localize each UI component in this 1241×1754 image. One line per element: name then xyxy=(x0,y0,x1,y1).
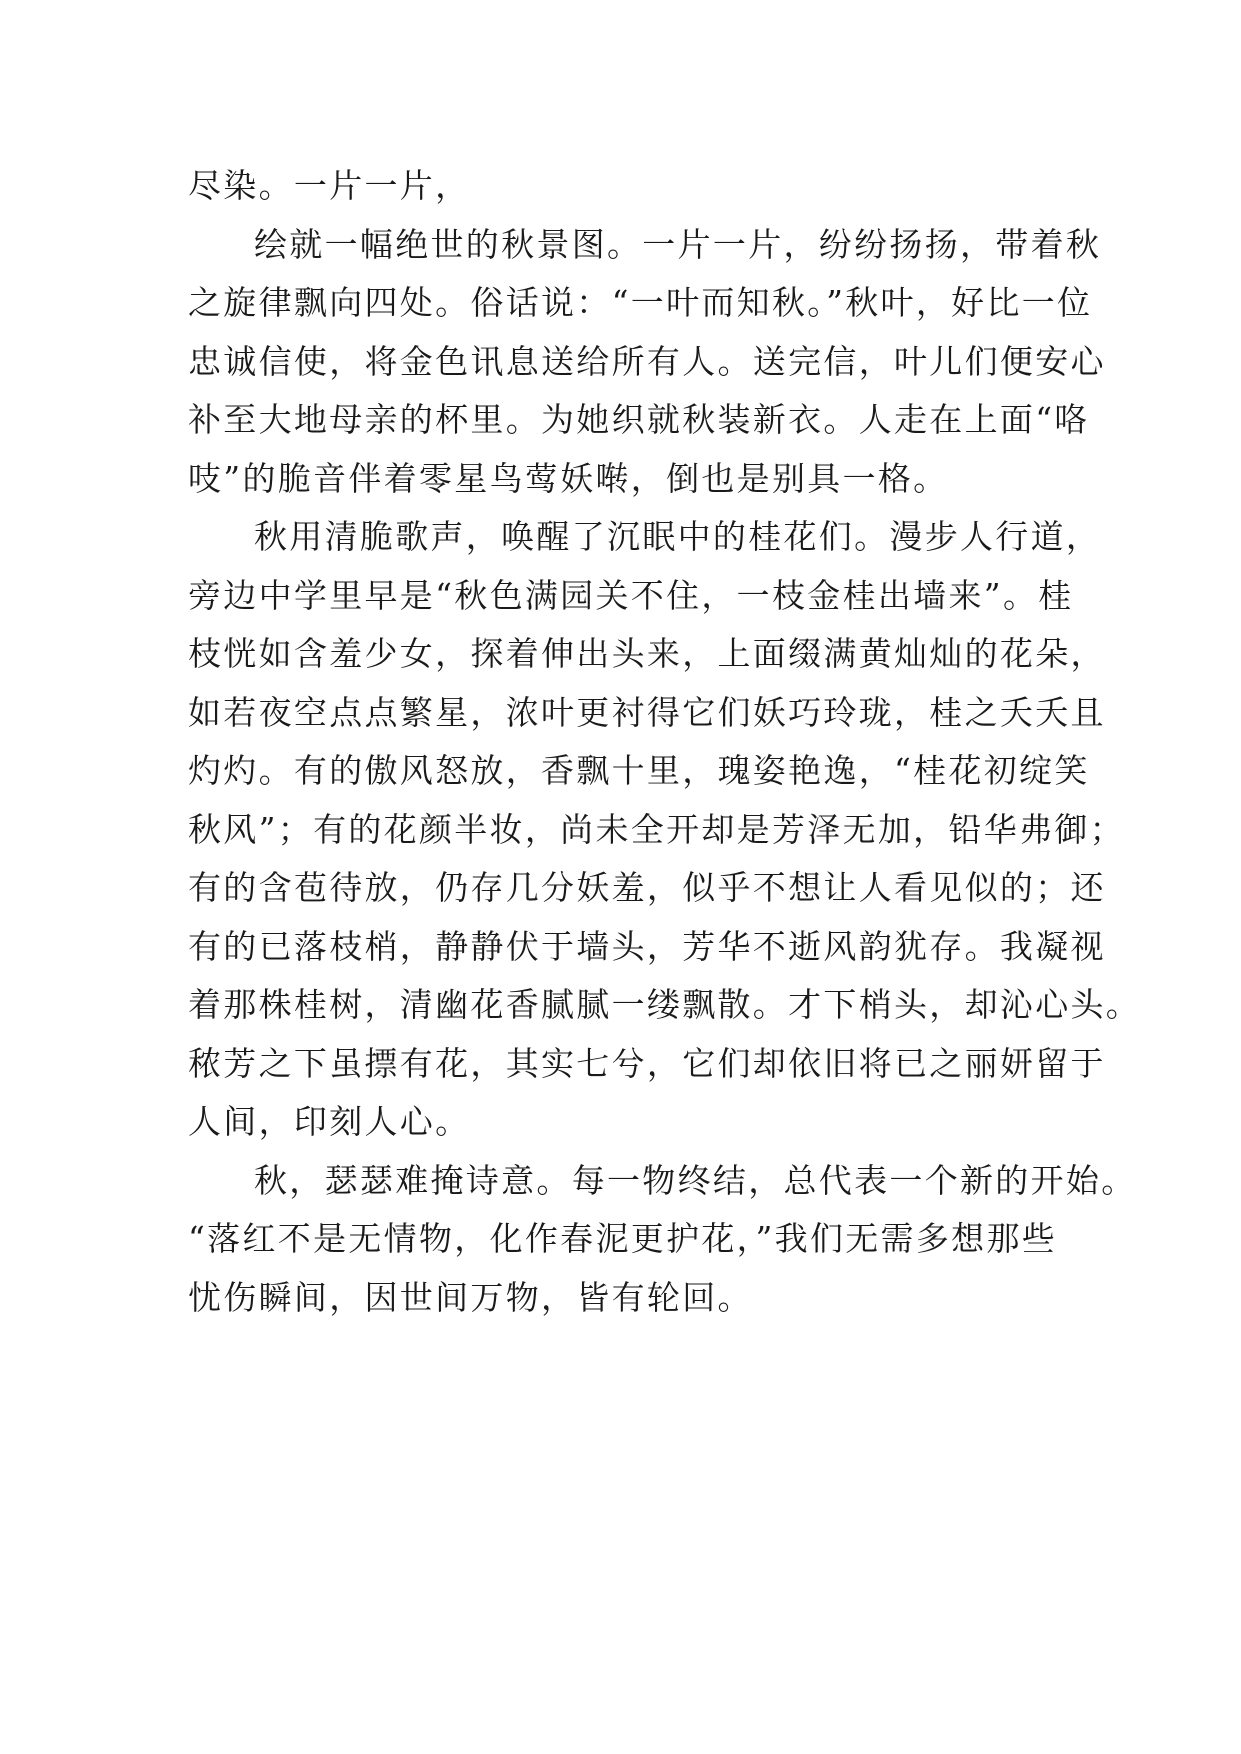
text-line: 尽染。一片一片， xyxy=(188,166,471,205)
text-line: 秾芳之下虽摽有花，其实七兮，它们却依旧将已之丽妍留于 xyxy=(188,1043,1106,1083)
text-line: 枝恍如含羞少女，探着伸出头来，上面缀满黄灿灿的花朵， xyxy=(188,634,1106,673)
text-line: 有的含苞待放，仍存几分妖羞，似乎不想让人看见似的；还 xyxy=(188,868,1106,907)
text-line: 人间，印刻人心。 xyxy=(188,1102,471,1141)
text-line: 秋风”；有的花颜半妆，尚未全开却是芳泽无加，铅华弗御； xyxy=(188,809,1125,849)
text-line: 忠诚信使，将金色讯息送给所有人。送完信，叶儿们便安心 xyxy=(188,341,1106,381)
text-line: 着那株桂树，清幽花香腻腻一缕飘散。才下梢头，却沁心头。 xyxy=(188,985,1142,1024)
essay-body xyxy=(188,157,1142,1327)
text-line: 如若夜空点点繁星，浓叶更衬得它们妖巧玲珑，桂之夭夭且 xyxy=(188,692,1106,732)
text-line: 秋，瑟瑟难掩诗意。每一物终结，总代表一个新的开始。 xyxy=(254,1160,1137,1200)
text-line: 补至大地母亲的杯里。为她织就秋装新衣。人走在上面“咯 xyxy=(188,400,1090,439)
text-line: 灼灼。有的傲风怒放，香飘十里，瑰姿艳逸，“桂花初绽笑 xyxy=(188,751,1090,790)
text-line: 有的已落枝梢，静静伏于墙头，芳华不逝风韵犹存。我凝视 xyxy=(188,926,1106,966)
text-line: 旁边中学里早是“秋色满园关不住，一枝金桂出墙来”。桂 xyxy=(188,575,1074,615)
text-line: “落红不是无情物，化作春泥更护花，”我们无需多想那些 xyxy=(188,1219,1058,1258)
text-line: 忧伤瞬间，因世间万物，皆有轮回。 xyxy=(188,1277,753,1317)
text-line: 秋用清脆歌声，唤醒了沉眠中的桂花们。漫步人行道， xyxy=(254,517,1102,556)
text-line: 绘就一幅绝世的秋景图。一片一片，纷纷扬扬，带着秋 xyxy=(254,224,1102,264)
text-line: 之旋律飘向四处。俗话说：“一叶而知秋。”秋叶，好比一位 xyxy=(188,283,1093,322)
text-line: 吱”的脆音伴着零星鸟莺妖啭，倒也是别具一格。 xyxy=(188,458,949,498)
